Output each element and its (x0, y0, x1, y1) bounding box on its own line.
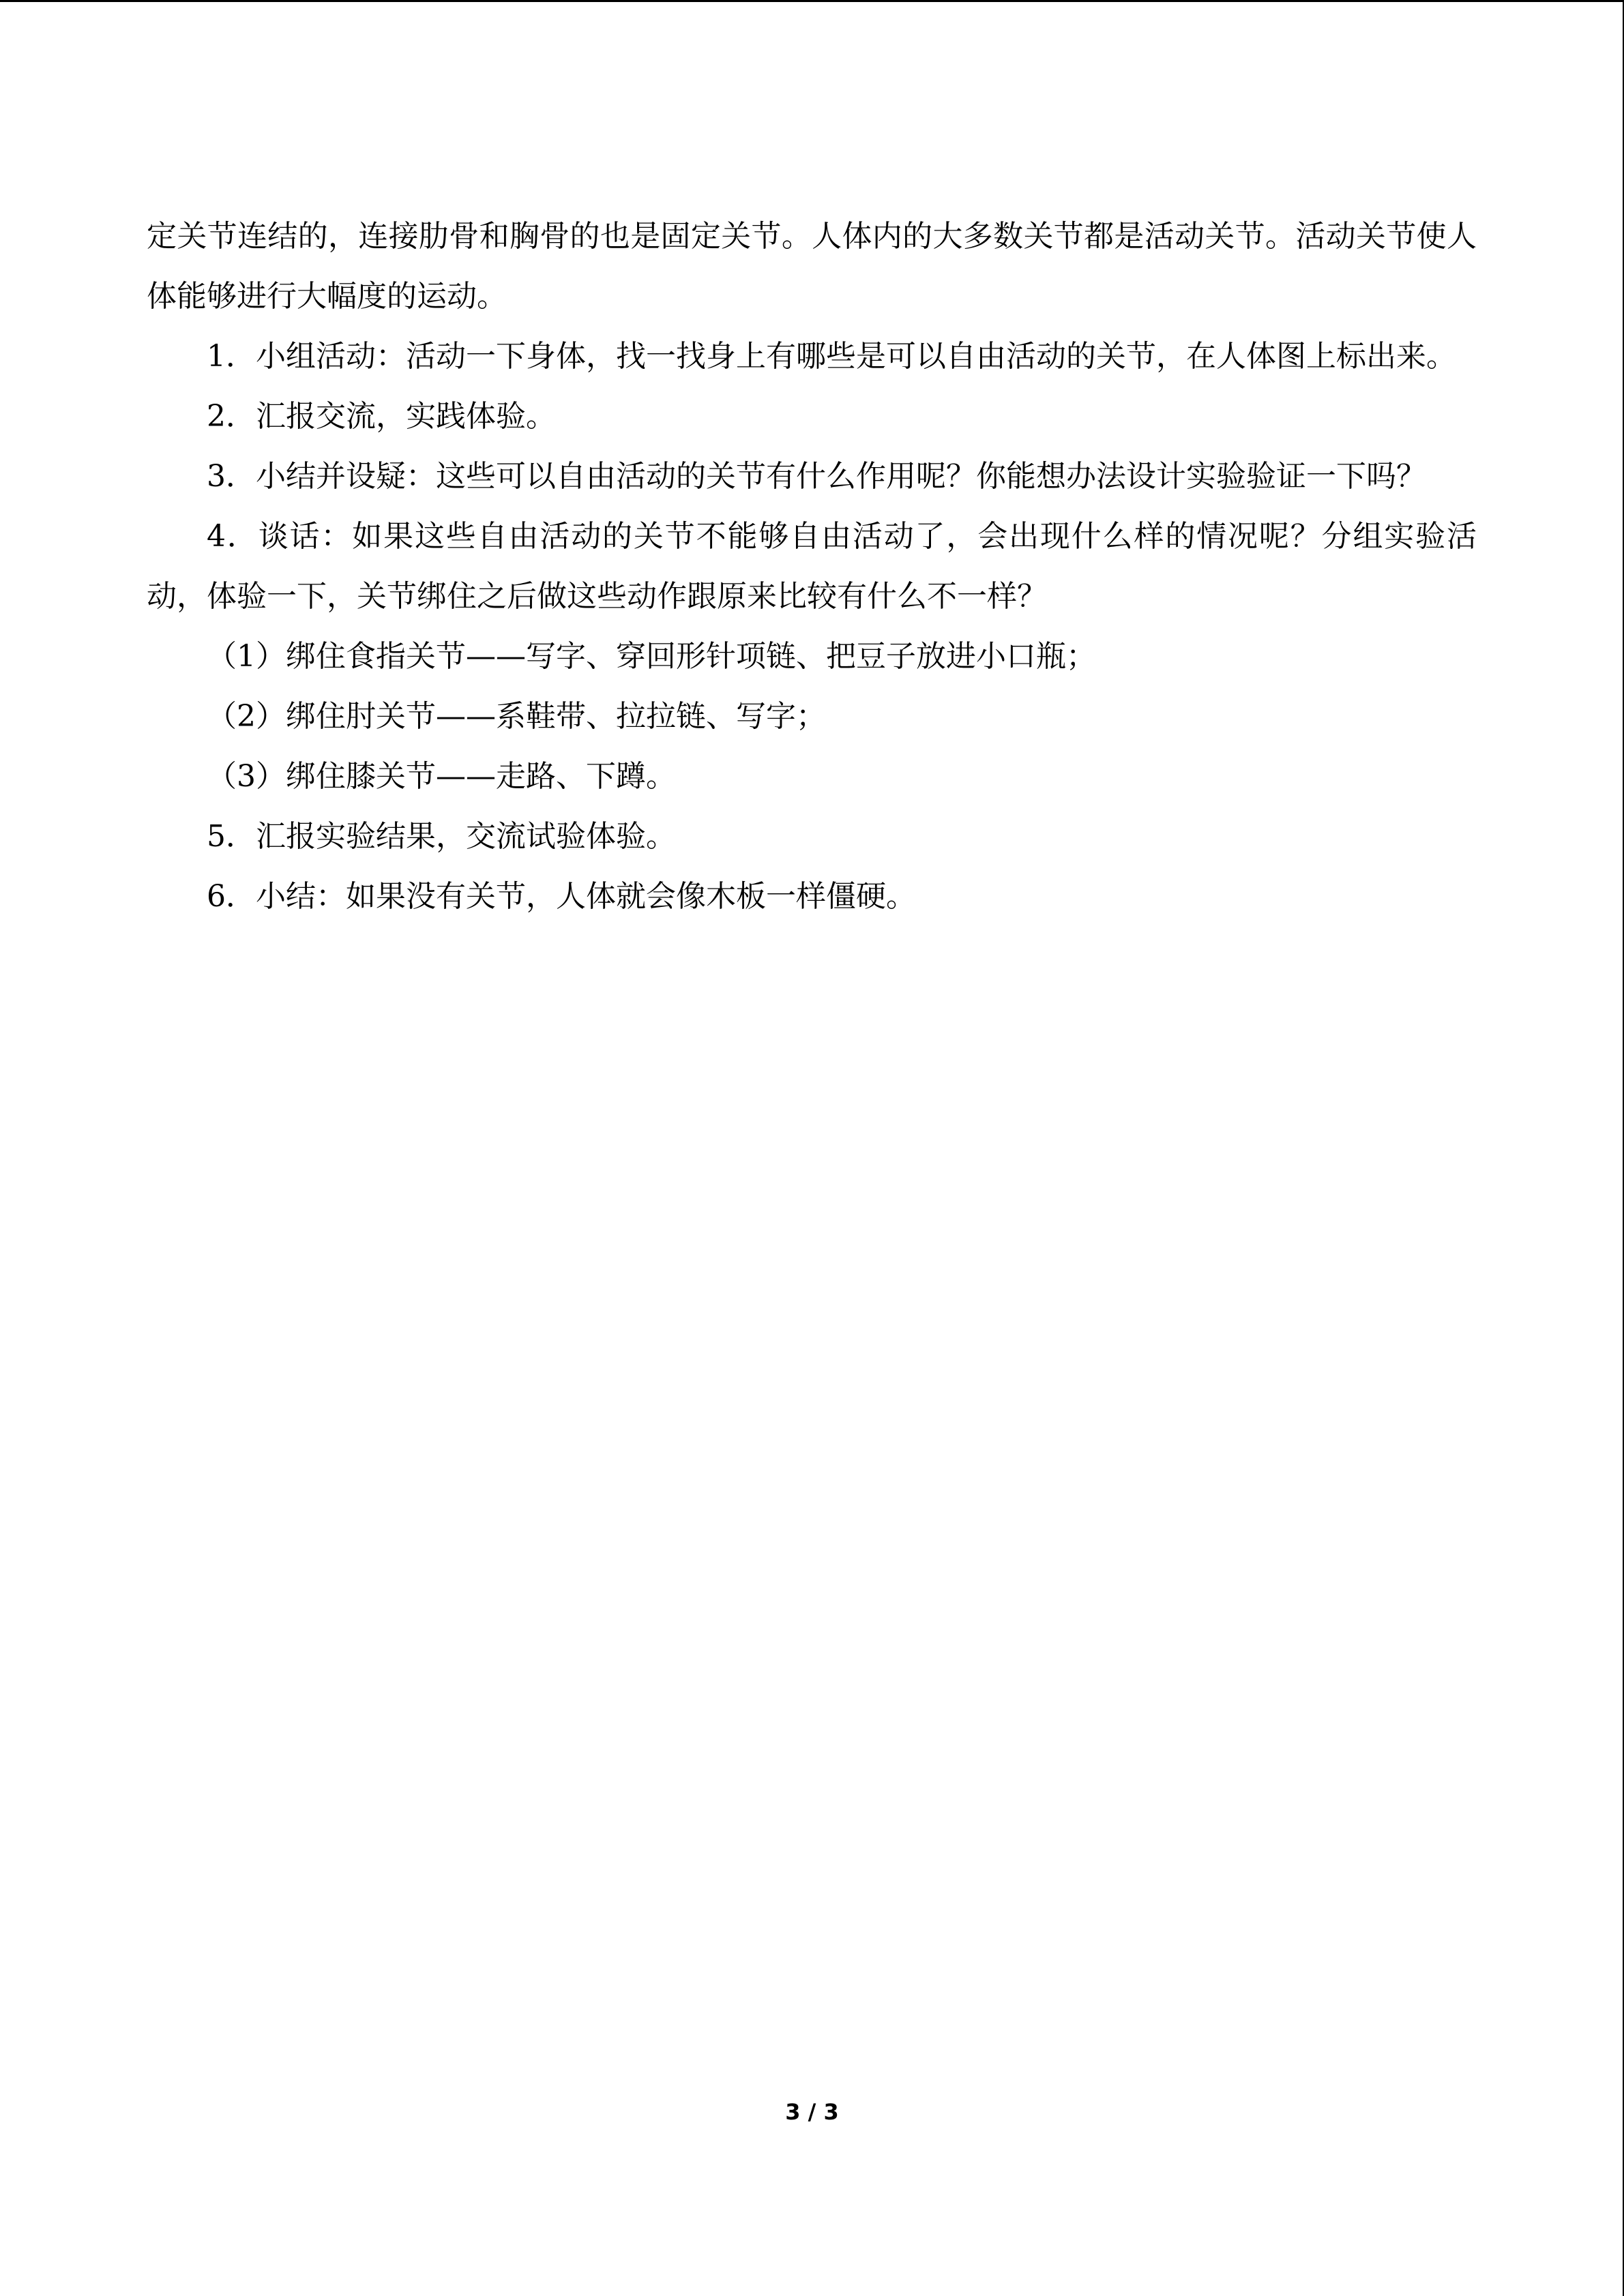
paragraph-step-5: 5．汇报实验结果，交流试验体验。 (207, 819, 676, 854)
paragraph-step-1: 1．小组活动：活动一下身体，找一找身上有哪些是可以自由活动的关节，在人体图上标出来。 (207, 339, 1456, 374)
paragraph-continuation: 定关节连结的，连接肋骨和胸骨的也是固定关节。人体内的大多数关节都是活动关节。活动关节使人体能够进行大幅度的运动。 (147, 219, 1477, 314)
page-number: 3 / 3 (785, 2099, 839, 2125)
paragraph-step-4: 4．谈话：如果这些自由活动的关节不能够自由活动了，会出现什么样的情况呢？分组实验活动，体验一下，关节绑住之后做这些动作跟原来比较有什么不一样？ (147, 519, 1477, 614)
document-body (147, 207, 1477, 927)
paragraph-substep-1: （1）绑住食指关节——写字、穿回形针项链、把豆子放进小口瓶； (207, 639, 1096, 674)
paragraph-step-6: 6．小结：如果没有关节，人体就会像木板一样僵硬。 (207, 879, 916, 914)
paragraph-step-2: 2．汇报交流，实践体验。 (207, 399, 556, 434)
paragraph-step-3: 3．小结并设疑：这些可以自由活动的关节有什么作用呢？你能想办法设计实验验证一下吗？ (207, 459, 1426, 494)
paragraph-substep-2: （2）绑住肘关节——系鞋带、拉拉链、写字； (207, 699, 826, 734)
paragraph-substep-3: （3）绑住膝关节——走路、下蹲。 (207, 759, 676, 794)
